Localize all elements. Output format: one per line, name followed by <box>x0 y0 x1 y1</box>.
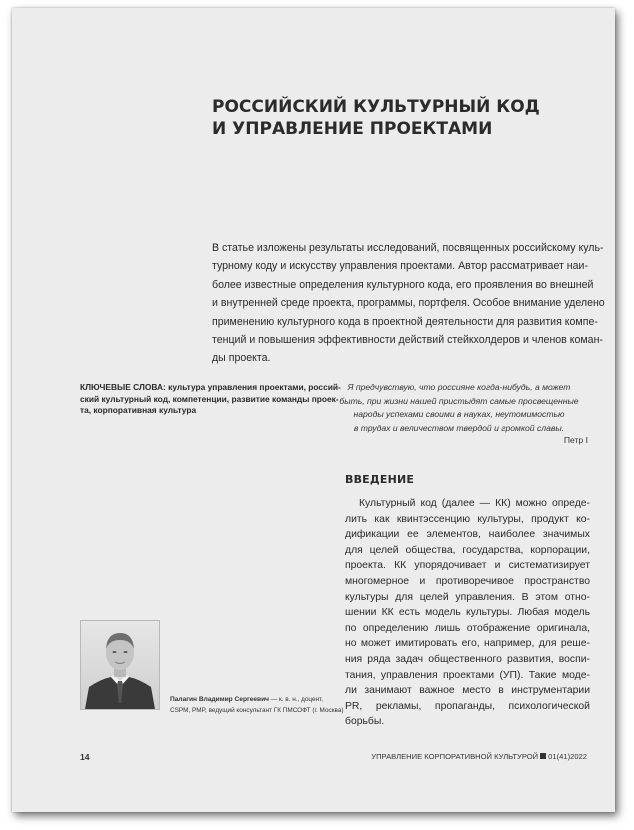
epigraph-line: в трудах и величеством твердой и громкой славы. <box>353 422 565 433</box>
body-line: Культурный код (далее — КК) можно опреде- <box>359 498 590 509</box>
body-line: PR, рекламы, пропаганды, психологической <box>345 700 590 712</box>
body-line: ния ряда задач общественного развития, воспи- <box>345 653 590 665</box>
body-line: многомерное и противоречивое пространство <box>345 575 590 587</box>
keywords-line: ский культурный код, компетенции, развитие команды проек- <box>80 393 339 404</box>
body-line: культуры для целей управления. В этом отно- <box>345 591 590 603</box>
body-line: по определению лишь отображение оригинала, <box>345 622 590 634</box>
page-number: 14 <box>80 752 90 762</box>
body-line: для целей общества, государства, корпорации, <box>345 544 590 556</box>
epigraph-line: Я предчувствую, что россияне когда-нибудь, а может <box>347 382 571 392</box>
body-text <box>345 496 590 730</box>
journal-footer <box>371 752 587 761</box>
abstract-line: более известные определения культурного кода, его проявления во внешней <box>212 278 594 291</box>
body-line: лить как квинтэссенцию культуры, продукт ко- <box>345 513 590 525</box>
square-icon <box>540 753 546 759</box>
body-line: тания, управления проектами (УП). Такие моде- <box>345 669 590 681</box>
title-line: РОССИЙСКИЙ КУЛЬТУРНЫЙ КОД <box>212 97 540 117</box>
abstract-line: применению культурного кода в проектной деятельности для развития компе- <box>212 315 598 328</box>
abstract-line: В статье изложены результаты исследований, посвященных российскому куль- <box>212 242 604 254</box>
abstract-line: тенций и повышения эффективности действий стейкхолдеров и членов коман- <box>212 334 603 347</box>
journal-issue: 01(41)2022 <box>548 752 587 761</box>
body-line: проекта. КК упорядочивает и систематизирует <box>345 560 590 572</box>
abstract-line: ды проекта. <box>212 352 271 365</box>
journal-page <box>12 8 615 812</box>
epigraph-line: быть, при жизни нашей пристыдят самые просвещенные <box>339 395 579 406</box>
title-line: И УПРАВЛЕНИЕ ПРОЕКТАМИ <box>212 119 493 139</box>
journal-name: УПРАВЛЕНИЕ КОРПОРАТИВНОЙ КУЛЬТУРОЙ <box>371 752 539 761</box>
keywords-line: та, корпоративная культура <box>80 405 197 416</box>
article-title <box>212 96 592 140</box>
epigraph-line: народы успехами своими в науках, неутомимостью <box>353 409 565 420</box>
abstract-line: турному коду и искусству управления проектами. Автор рассматривает наи- <box>212 260 588 273</box>
keywords-line: КЛЮЧЕВЫЕ СЛОВА: культура управления проектами, россий- <box>80 382 341 392</box>
abstract <box>212 239 605 368</box>
epigraph <box>330 381 588 435</box>
author-portrait-image <box>81 621 159 709</box>
body-line: но может имитировать его, например, для реше- <box>345 638 590 650</box>
body-line: дификации ее элементов, наиболее значимых <box>345 529 590 541</box>
keywords <box>80 382 341 417</box>
body-line: ли занимают важное место в инструментарии <box>345 685 590 697</box>
author-info <box>170 694 344 716</box>
abstract-line: и внутренней среде проекта, программы, портфеля. Особое внимание уделено <box>212 297 605 310</box>
body-line: шении КК есть модель культуры. Любая модель <box>345 607 590 619</box>
author-degree: — к. в. н., доцент, <box>269 696 324 703</box>
section-title: ВВЕДЕНИЕ <box>345 473 415 486</box>
body-line: борьбы. <box>345 716 385 728</box>
author-line <box>170 694 332 705</box>
author-name: Палагин Владимир Сергеевич <box>170 696 269 703</box>
author-affiliation: CSPM, PMP, ведущий консультант ГК ПМСОФТ (г. Москва) <box>170 707 344 714</box>
epigraph-author: Петр I <box>563 435 588 445</box>
author-photo <box>80 620 160 710</box>
